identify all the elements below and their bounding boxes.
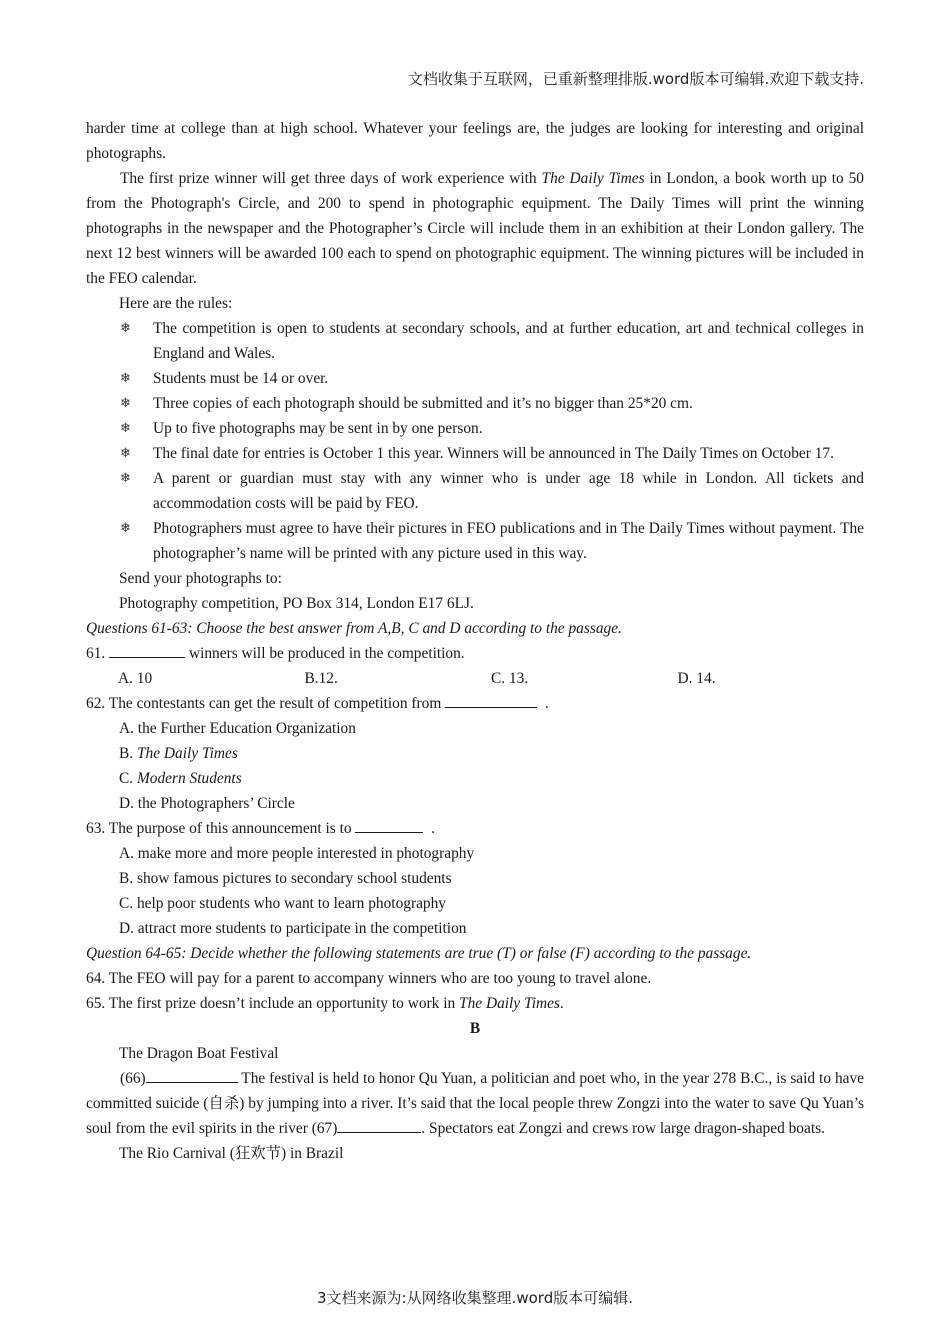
rule-item: ❄ Three copies of each photograph should be submitted and it’s no bigger than 25*20 cm. xyxy=(86,391,864,416)
rules-intro: Here are the rules: xyxy=(119,295,233,312)
festival-paragraph-dragon-boat: (66) The festival is held to honor Qu Yuan, a politician and poet who, in the year 278 B.C., is said to have committed suicide (自杀) by jumping into a river. It’s said that the local people threw Zongzi into the water to save Qu Yuan’s soul from the evil spirits in the river (67) . Spectators eat Zongzi and crews row large dragon-shaped boats. xyxy=(86,1066,864,1141)
rule-item: ❄ The final date for entries is October 1 this year. Winners will be announced in The Daily Times on October 17. xyxy=(86,441,864,466)
option-d: D. attract more students to participate in the competition xyxy=(119,920,467,937)
rules-list xyxy=(86,316,864,566)
snowflake-bullet-icon: ❄ xyxy=(120,396,131,411)
mailing-address: Photography competition, PO Box 314, London E17 6LJ. xyxy=(119,595,474,612)
answer-blank xyxy=(355,817,423,833)
option-b: B. The Daily Times xyxy=(119,745,238,762)
question-64: 64. The FEO will pay for a parent to accompany winners who are too young to travel alone. xyxy=(86,970,652,987)
rule-item: ❄ Photographers must agree to have their pictures in FEO publications and in The Daily Times without payment. The photographer’s name will be printed with any picture used in this way. xyxy=(86,516,864,566)
questions-61-63-heading: Questions 61-63: Choose the best answer from A,B, C and D according to the passage. xyxy=(86,620,622,637)
question-61: 61. winners will be produced in the competition. xyxy=(86,641,864,666)
option-a: A. 10 xyxy=(118,670,153,687)
answer-blank-66 xyxy=(146,1067,238,1083)
option-a: A. make more and more people interested in photography xyxy=(119,845,475,862)
option-c: C. Modern Students xyxy=(119,770,242,787)
answer-blank xyxy=(109,642,185,658)
question-62: 62. The contestants can get the result of competition from . xyxy=(86,691,864,716)
snowflake-bullet-icon: ❄ xyxy=(120,521,131,536)
rule-item: ❄ The competition is open to students at secondary schools, and at further education, art and technical colleges in England and Wales. xyxy=(86,316,864,366)
passage-paragraph-prizes: The first prize winner will get three days of work experience with The Daily Times in London, a book worth up to 50 from the Photograph's Circle, and 200 to spend in photographic equipment. The Daily Times will print the winning photographs in the newspaper and the Photographer’s Circle will include them in an exhibition at their London gallery. The next 12 best winners will be awarded 100 each to spend on photographic equipment. The winning pictures will be included in the FEO calendar. xyxy=(86,170,864,287)
questions-64-65-heading: Question 64-65: Decide whether the following statements are true (T) or false (F) according to the passage. xyxy=(86,945,752,962)
snowflake-bullet-icon: ❄ xyxy=(120,471,131,486)
question-61-options xyxy=(86,666,864,691)
option-b: B. show famous pictures to secondary school students xyxy=(119,870,452,887)
question-63: 63. The purpose of this announcement is to . xyxy=(86,816,864,841)
answer-blank-67 xyxy=(337,1117,421,1133)
option-c: C. help poor students who want to learn photography xyxy=(119,895,446,912)
snowflake-bullet-icon: ❄ xyxy=(120,421,131,436)
festival-title-rio-carnival: The Rio Carnival (狂欢节) in Brazil xyxy=(119,1145,344,1162)
rule-item: ❄ A parent or guardian must stay with any winner who is under age 18 while in London. All tickets and accommodation costs will be paid by FEO. xyxy=(86,466,864,516)
page-footer-note: 3文档来源为:从网络收集整理.word版本可编辑. xyxy=(316,1289,633,1307)
option-d: D. 14. xyxy=(677,670,716,687)
rule-item: ❄ Up to five photographs may be sent in by one person. xyxy=(86,416,864,441)
option-d: D. the Photographers’ Circle xyxy=(119,795,295,812)
answer-blank xyxy=(445,692,537,708)
option-c: C. 13. xyxy=(491,670,529,687)
rule-item: ❄ Students must be 14 or over. xyxy=(86,366,864,391)
document-body xyxy=(86,116,864,1166)
section-b-label: B xyxy=(469,1020,481,1037)
snowflake-bullet-icon: ❄ xyxy=(120,371,131,386)
option-b: B.12. xyxy=(304,670,338,687)
passage-paragraph: harder time at college than at high school. Whatever your feelings are, the judges are looking for interesting and original photographs. xyxy=(86,120,864,162)
snowflake-bullet-icon: ❄ xyxy=(120,446,131,461)
festival-title-dragon-boat: The Dragon Boat Festival xyxy=(119,1045,279,1062)
question-65: 65. The first prize doesn’t include an opportunity to work in The Daily Times. xyxy=(86,995,564,1012)
option-a: A. the Further Education Organization xyxy=(119,720,356,737)
page-header-note: 文档收集于互联网，已重新整理排版.word版本可编辑.欢迎下载支持. xyxy=(407,70,864,88)
send-to-label: Send your photographs to: xyxy=(119,570,282,587)
snowflake-bullet-icon: ❄ xyxy=(120,321,131,336)
